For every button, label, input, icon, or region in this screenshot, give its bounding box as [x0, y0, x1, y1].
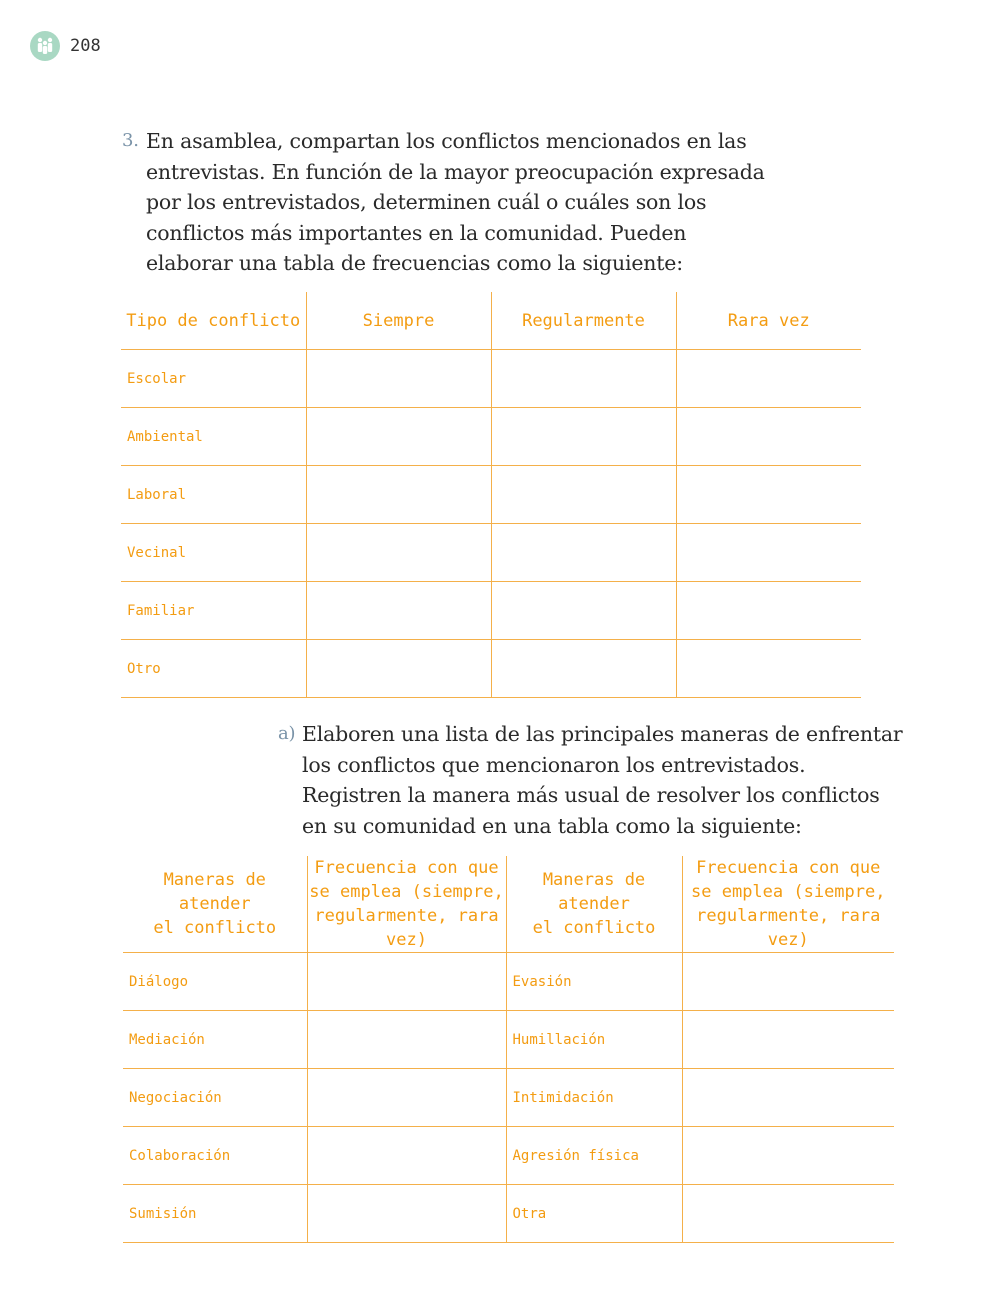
- blank-cell: [682, 1069, 894, 1127]
- header-line: Maneras de atender: [542, 870, 646, 914]
- header-line: regularmente, rara vez): [314, 906, 499, 950]
- text-line: conflictos más importantes en la comunidad. Pueden: [146, 220, 687, 245]
- table-row: [123, 1127, 894, 1185]
- column-header: Regularmente: [491, 292, 676, 350]
- blank-cell: [306, 582, 491, 640]
- blank-cell: [676, 640, 861, 698]
- blank-cell: [307, 953, 506, 1011]
- table-row: [121, 582, 861, 640]
- text-line: entrevistas. En función de la mayor preocupación expresada: [146, 159, 765, 184]
- text-line: Elaboren una lista de las principales maneras de enfrentar: [302, 722, 903, 746]
- table-row: [123, 1185, 894, 1243]
- row-label: Vecinal: [121, 524, 306, 582]
- blank-cell: [306, 640, 491, 698]
- header-line: el conflicto: [532, 918, 656, 938]
- page-header: [30, 31, 101, 61]
- header-line: Maneras de atender: [163, 870, 266, 914]
- blank-cell: [676, 524, 861, 582]
- conflict-frequency-table: [121, 292, 861, 698]
- text-line: en su comunidad en una tabla como la siguiente:: [302, 813, 802, 838]
- blank-cell: [307, 1185, 506, 1243]
- row-label: Humillación: [506, 1011, 682, 1069]
- people-group-icon: [30, 31, 60, 61]
- row-label: Negociación: [123, 1069, 307, 1127]
- table-row: [121, 408, 861, 466]
- exercise-a-text: [278, 719, 903, 841]
- exercise-letter: a): [278, 723, 296, 744]
- blank-cell: [491, 582, 676, 640]
- column-header: [307, 856, 506, 953]
- column-header: [682, 856, 894, 953]
- blank-cell: [307, 1069, 506, 1127]
- blank-cell: [307, 1127, 506, 1185]
- row-label: Intimidación: [506, 1069, 682, 1127]
- row-label: Diálogo: [123, 953, 307, 1011]
- table-row: [123, 1011, 894, 1069]
- table-row: [123, 953, 894, 1011]
- header-line: Frecuencia con que: [314, 858, 499, 878]
- column-header: Tipo de conflicto: [121, 292, 306, 350]
- blank-cell: [306, 350, 491, 408]
- column-header: [123, 856, 307, 953]
- exercise-3-text: [122, 126, 765, 279]
- blank-cell: [682, 1011, 894, 1069]
- blank-cell: [306, 408, 491, 466]
- blank-cell: [682, 1127, 894, 1185]
- blank-cell: [307, 1011, 506, 1069]
- blank-cell: [491, 408, 676, 466]
- row-label: Laboral: [121, 466, 306, 524]
- table-row: [123, 1069, 894, 1127]
- blank-cell: [682, 1185, 894, 1243]
- row-label: Mediación: [123, 1011, 307, 1069]
- row-label: Evasión: [506, 953, 682, 1011]
- blank-cell: [491, 640, 676, 698]
- row-label: Sumisión: [123, 1185, 307, 1243]
- row-label: Colaboración: [123, 1127, 307, 1185]
- blank-cell: [491, 466, 676, 524]
- blank-cell: [676, 582, 861, 640]
- row-label: Ambiental: [121, 408, 306, 466]
- row-label: Otra: [506, 1185, 682, 1243]
- text-line: por los entrevistados, determinen cuál o cuáles son los: [146, 190, 707, 214]
- row-label: Agresión física: [506, 1127, 682, 1185]
- blank-cell: [676, 466, 861, 524]
- table-row: [121, 524, 861, 582]
- header-line: se emplea (siempre,: [309, 882, 504, 902]
- blank-cell: [676, 408, 861, 466]
- header-line: Frecuencia con que: [696, 858, 881, 878]
- table-row: [121, 466, 861, 524]
- blank-cell: [682, 953, 894, 1011]
- text-line: Registren la manera más usual de resolver los conflictos: [302, 783, 880, 807]
- blank-cell: [491, 524, 676, 582]
- text-line: los conflictos que mencionaron los entrevistados.: [302, 752, 806, 777]
- row-label: Escolar: [121, 350, 306, 408]
- table-row: [121, 640, 861, 698]
- exercise-number: 3.: [122, 130, 139, 151]
- blank-cell: [676, 350, 861, 408]
- header-line: regularmente, rara vez): [696, 906, 881, 950]
- row-label: Otro: [121, 640, 306, 698]
- column-header: Rara vez: [676, 292, 861, 350]
- blank-cell: [306, 524, 491, 582]
- header-line: el conflicto: [153, 918, 277, 938]
- table-row: [121, 350, 861, 408]
- page-number: 208: [70, 36, 101, 56]
- text-line: elaborar una tabla de frecuencias como la siguiente:: [146, 251, 683, 275]
- row-label: Familiar: [121, 582, 306, 640]
- column-header: [506, 856, 682, 953]
- header-line: se emplea (siempre,: [691, 882, 886, 902]
- column-header: Siempre: [306, 292, 491, 350]
- text-line: En asamblea, compartan los conflictos mencionados en las: [146, 129, 747, 153]
- conflict-resolution-table: [123, 856, 894, 1243]
- blank-cell: [491, 350, 676, 408]
- blank-cell: [306, 466, 491, 524]
